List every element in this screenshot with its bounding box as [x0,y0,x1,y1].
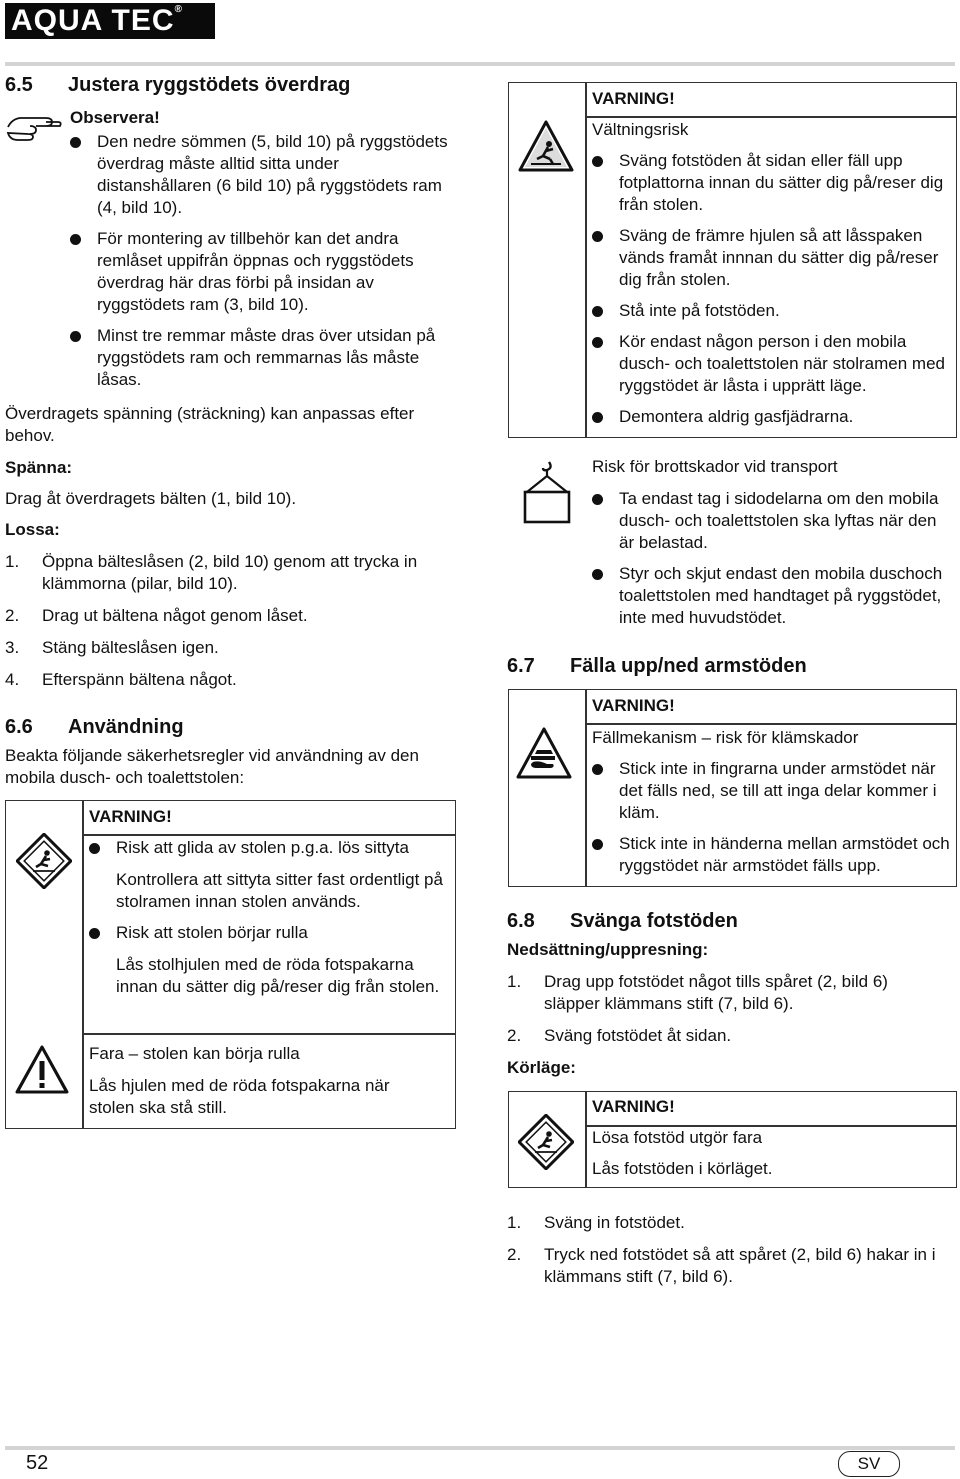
section-6-6-heading: 6.6 Användning [5,716,184,738]
transport-risk-title: Risk för brottskador vid transport [592,457,838,476]
list-item: För montering av tillbehör kan det andra remlåset uppifrån öppnas och ryggstödets överdrag här dras förbi på insidan av ryggstödets ram (3, bild 10). [70,228,455,316]
list-item: Den nedre sömmen (5, bild 10) på ryggstödets överdrag måste alltid sitta under distanshållaren (6 bild 10) på ryggstödets ram (4, bild 10). [70,131,455,219]
list-item: Stå inte på fotstöden. [592,300,950,322]
risk-title: Lösa fotstöd utgör fara [592,1128,763,1147]
list-item: Sväng de främre hjulen så att låsspaken vänds framåt innnan du sätter dig på/reser dig från stolen. [592,225,950,291]
list-item: 4. Efterspänn bältena något. [5,670,237,689]
section-6-7-heading: 6.7 Fälla upp/ned armstöden [507,655,807,677]
list-item: Minst tre remmar måste dras över utsidan på ryggstödets ram och remmarnas lås måste låsas. [70,325,455,391]
pointing-hand-icon [6,109,64,143]
header-rule [5,62,955,66]
loosen-label: Lossa: [5,520,60,539]
brand-logo: AQUA TEC® [5,3,215,39]
list-item: Sväng fotstöden åt sidan eller fäll upp fotplattorna innan du sätter dig på/reser dig från stolen. [592,150,950,216]
list-item: Ta endast tag i sidodelarna om den mobila dusch- och toalettstolen ska lyftas när den är belastad. [592,488,950,554]
warning-triangle-icon [14,1044,70,1096]
list-item: 1. Öppna bälteslåsen (2, bild 10) genom att trycka in klämmorna (pilar, bild 10). [5,552,418,593]
lifting-load-icon [521,458,575,526]
note-bullets [70,131,455,400]
drive-steps [507,1212,947,1298]
warning-label: VARNING! [592,89,675,108]
section-6-5-heading: 6.5 Justera ryggstödets överdrag [5,74,351,96]
tipping-hazard-icon [517,119,575,175]
usage-warning-list [89,837,449,868]
subheading: Körläge: [507,1058,576,1077]
list-item: 2. Tryck ned fotstödet så att spåret (2, bild 6) hakar in i klämmans stift (7, bild 6). [507,1245,936,1286]
footer-rule [5,1446,955,1450]
danger-title: Fara – stolen kan börja rulla [89,1044,300,1063]
list-item: Risk att stolen börjar rulla [89,922,449,944]
list-item: Demontera aldrig gasfjädrarna. [592,406,950,428]
warning-label: VARNING! [592,696,675,715]
list-item: 2. Drag ut bältena något genom låset. [5,606,308,625]
tension-text: Drag åt överdragets bälten (1, bild 10). [5,489,297,508]
risk-title: Fällmekanism – risk för klämskador [592,728,859,747]
tip-bullets [592,150,950,437]
loosen-steps [5,551,455,701]
box-divider [82,834,456,836]
language-badge: SV [838,1451,900,1477]
list-item: Styr och skjut endast den mobila duschoch toalettstolen med handtaget på ryggstödet, inte med huvudstödet. [592,563,950,629]
slip-hazard-icon [16,833,72,889]
warning-label: VARNING! [592,1097,675,1116]
box-divider [585,82,587,438]
list-item: Stick inte in fingrarna under armstödet när det fälls ned, se till att inga delar kommer i kläm. [592,758,950,824]
bullet-detail: Lås stolhjulen med de röda fotspakarna innan du sätter dig på/reser dig från stolen. [116,955,440,996]
box-divider [82,800,84,1129]
list-item: 3. Stäng bälteslåsen igen. [5,638,219,657]
box-divider [585,689,587,887]
box-divider [585,1091,587,1188]
danger-text: Lås hjulen med de röda fotspakarna när stolen ska stå still. [89,1076,390,1117]
list-item: 1. Sväng in fotstödet. [507,1213,685,1232]
section-6-8-heading: 6.8 Svänga fotstöden [507,910,738,932]
risk-title: Vältningsrisk [592,120,689,139]
risk-text: Lås fotstöden i körläget. [592,1159,773,1178]
box-divider [82,1033,456,1035]
pinch-hazard-icon [515,726,573,782]
tension-paragraph: Överdragets spänning (sträckning) kan anpassas efter behov. [5,404,415,445]
list-item: Risk att glida av stolen p.g.a. lös sittyta [89,837,449,859]
armrest-bullets [592,758,950,886]
note-title: Observera! [70,108,160,127]
tension-label: Spänna: [5,458,73,477]
slip-hazard-icon [518,1114,574,1170]
bullet-detail: Kontrollera att sittyta sitter fast ordentligt på stolramen innan stolen används. [116,870,443,911]
box-divider [585,723,957,725]
list-item: 1. Drag upp fotstödet något tills spåret (2, bild 6) släpper klämmans stift (7, bild 6). [507,972,888,1013]
page-number: 52 [26,1452,49,1474]
list-item: Stick inte in händerna mellan armstödet och ryggstödet när armstödet fälls upp. [592,833,950,877]
swing-steps [507,971,927,1057]
box-divider [585,116,957,118]
list-item: Kör endast någon person i den mobila dusch- och toalettstolen när stolramen med ryggstödet är låsta i upprätt läge. [592,331,950,397]
list-item: 2. Sväng fotstödet åt sidan. [507,1026,732,1045]
transport-bullets [592,488,950,638]
subheading: Nedsättning/uppresning: [507,940,709,959]
usage-warning-list [89,922,449,953]
warning-label: VARNING! [89,807,172,826]
usage-intro: Beakta följande säkerhetsregler vid användning av den mobila dusch- och toalettstolen: [5,746,419,787]
